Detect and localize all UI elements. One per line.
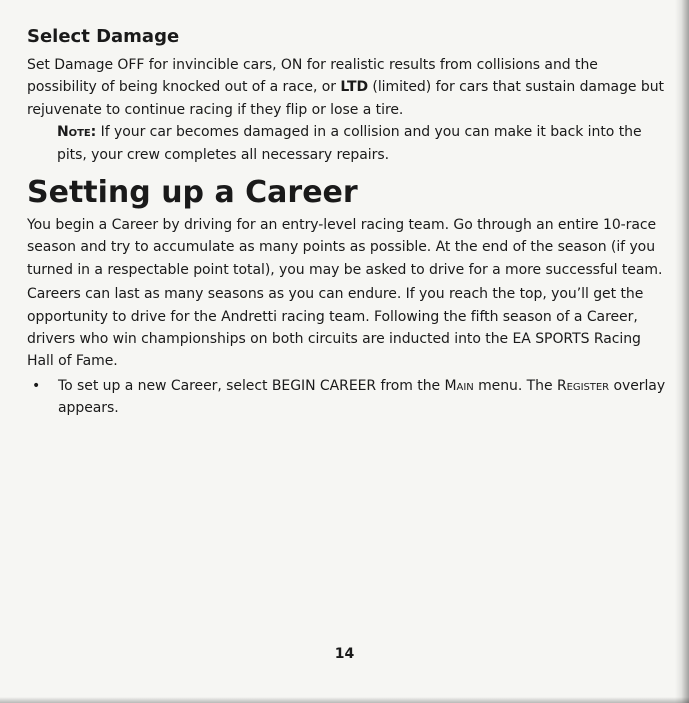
note-paragraph xyxy=(57,121,667,166)
career-paragraph-2: Careers can last as many seasons as you can endure. If you reach the top, you’ll get the opportunity to drive for the Andretti racing team. Following the fifth season of a Career, drivers who win championships on both circuits are inducted into the EA SPORTS Racing Hall of Fame. xyxy=(27,286,644,370)
career-paragraph-1: You begin a Career by driving for an entry-level racing team. Go through an entire 10-race season and try to accumulate as many points as possible. At the end of the season (if you turned in a respectable point total), you may be asked to drive for a more successful team. xyxy=(27,217,663,278)
bullet-text-3: overlay appears. xyxy=(58,377,666,417)
main-menu-term: Main xyxy=(444,377,474,394)
register-term: Register xyxy=(556,377,610,394)
page-edge-shadow-bottom xyxy=(0,697,689,703)
bullet-text-1: To set up a new Career, select BEGIN CAREER from the xyxy=(58,377,445,394)
bullet-marker: • xyxy=(32,377,41,394)
select-damage-text-2: (limited) for cars that sustain damage but rejuvenate to continue racing if they flip or lose a tire. xyxy=(27,79,664,118)
bullet-text-2: menu. The xyxy=(473,377,557,394)
page-number: 14 xyxy=(334,646,355,662)
page-content xyxy=(27,26,667,420)
select-damage-text-1: Set Damage OFF for invincible cars, ON for realistic results from collisions and the possibility of being knocked out of a race, or xyxy=(27,57,598,96)
select-damage-body xyxy=(27,54,667,121)
select-damage-heading: Select Damage xyxy=(27,26,180,47)
career-heading: Setting up a Career xyxy=(27,175,358,211)
note-text: If your car becomes damaged in a collision and you can make it back into the pits, your crew completes all necessary repairs. xyxy=(57,124,642,163)
note-label: Note: xyxy=(57,124,97,141)
career-bullet-item xyxy=(27,375,667,420)
page-edge-shadow-right xyxy=(675,0,689,703)
ltd-term: LTD xyxy=(340,79,369,96)
